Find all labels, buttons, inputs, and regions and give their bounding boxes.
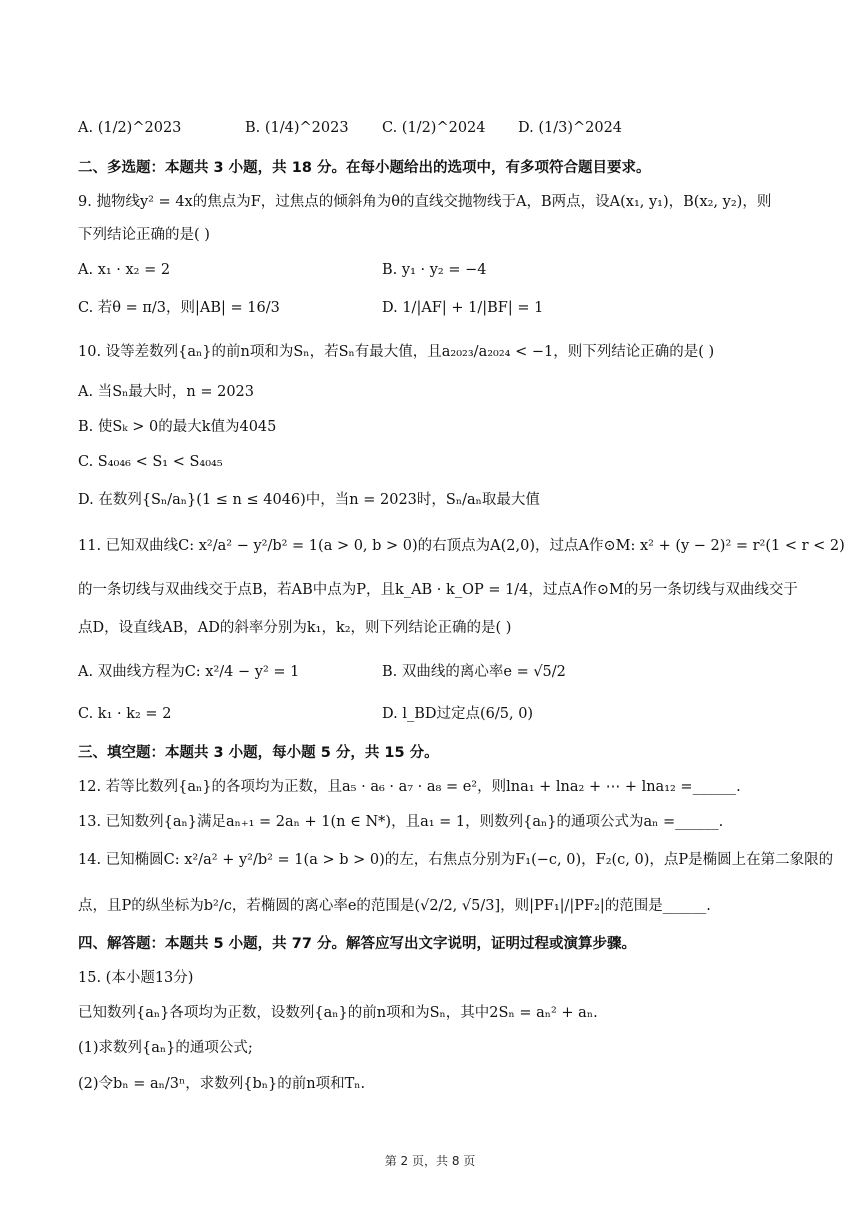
- section-3-heading: 三、填空题：本题共 3 小题，每小题 5 分，共 15 分。: [78, 745, 439, 761]
- q12-stem: 12. 若等比数列{aₙ}的各项均为正数，且a₅ · a₆ · a₇ · a₈ = e²，则lna₁ + lna₂ + ⋯ + lna₁₂ =______.: [78, 779, 741, 795]
- q8-option-a: A. (1/2)^2023: [78, 120, 182, 136]
- q9-option-d: D. 1/|AF| + 1/|BF| = 1: [382, 300, 544, 316]
- q13-stem: 13. 已知数列{aₙ}满足aₙ₊₁ = 2aₙ + 1(n ∈ N*)，且a₁ = 1，则数列{aₙ}的通项公式为aₙ =______.: [78, 814, 724, 830]
- q10-option-c: C. S₄₀₄₆ < S₁ < S₄₀₄₅: [78, 454, 223, 470]
- q8-option-b: B. (1/4)^2023: [245, 120, 349, 136]
- q11-option-c: C. k₁ · k₂ = 2: [78, 706, 172, 722]
- q8-option-d: D. (1/3)^2024: [518, 120, 623, 136]
- q11-stem-line-2: 的一条切线与双曲线交于点B，若AB中点为P，且k_AB · k_OP = 1/4，过点A作⊙M的另一条切线与双曲线交于: [78, 582, 798, 598]
- q15-stem: 已知数列{aₙ}各项均为正数，设数列{aₙ}的前n项和为Sₙ，其中2Sₙ = aₙ² + aₙ.: [78, 1005, 598, 1021]
- q9-stem-line-2: 下列结论正确的是( ): [78, 227, 210, 243]
- q15-title: 15. (本小题13分): [78, 970, 194, 986]
- q10-stem: 10. 设等差数列{aₙ}的前n项和为Sₙ，若Sₙ有最大值，且a₂₀₂₃/a₂₀₂₄ < −1，则下列结论正确的是( ): [78, 344, 715, 360]
- q11-stem-line-3: 点D，设直线AB，AD的斜率分别为k₁，k₂，则下列结论正确的是( ): [78, 620, 512, 636]
- q8-option-c: C. (1/2)^2024: [382, 120, 486, 136]
- section-2-heading: 二、多选题：本题共 3 小题，共 18 分。在每小题给出的选项中，有多项符合题目要求。: [78, 160, 651, 176]
- q9-option-c: C. 若θ = π/3，则|AB| = 16/3: [78, 300, 280, 316]
- q9-stem-line-1: 9. 抛物线y² = 4x的焦点为F，过焦点的倾斜角为θ的直线交抛物线于A，B两点，设A(x₁, y₁)，B(x₂, y₂)，则: [78, 194, 772, 210]
- q10-option-a: A. 当Sₙ最大时，n = 2023: [78, 384, 255, 400]
- q11-stem-line-1: 11. 已知双曲线C: x²/a² − y²/b² = 1(a > 0, b > 0)的右顶点为A(2,0)，过点A作⊙M: x² + (y − 2)² = r²(1 < r < 2): [78, 538, 845, 554]
- q11-option-b: B. 双曲线的离心率e = √5/2: [382, 664, 566, 680]
- page-footer: 第 2 页，共 8 页: [384, 1154, 476, 1168]
- q9-option-a: A. x₁ · x₂ = 2: [78, 262, 171, 278]
- q11-option-a: A. 双曲线方程为C: x²/4 − y² = 1: [78, 664, 300, 680]
- q14-stem-line-2: 点，且P的纵坐标为b²/c，若椭圆的离心率e的范围是(√2/2, √5/3]，则|PF₁|/|PF₂|的范围是______.: [78, 898, 711, 914]
- q14-stem-line-1: 14. 已知椭圆C: x²/a² + y²/b² = 1(a > b > 0)的左，右焦点分别为F₁(−c, 0)，F₂(c, 0)，点P是椭圆上在第二象限的: [78, 852, 834, 868]
- section-4-heading: 四、解答题：本题共 5 小题，共 77 分。解答应写出文字说明，证明过程或演算步骤。: [78, 936, 636, 952]
- q9-option-b: B. y₁ · y₂ = −4: [382, 262, 487, 278]
- q11-option-d: D. l_BD过定点(6/5, 0): [382, 706, 534, 722]
- q15-part-2: (2)令bₙ = aₙ/3ⁿ，求数列{bₙ}的前n项和Tₙ.: [78, 1076, 366, 1092]
- q10-option-b: B. 使Sₖ > 0的最大k值为4045: [78, 419, 277, 435]
- q15-part-1: (1)求数列{aₙ}的通项公式;: [78, 1040, 253, 1056]
- q10-option-d: D. 在数列{Sₙ/aₙ}(1 ≤ n ≤ 4046)中，当n = 2023时，Sₙ/aₙ取最大值: [78, 492, 540, 508]
